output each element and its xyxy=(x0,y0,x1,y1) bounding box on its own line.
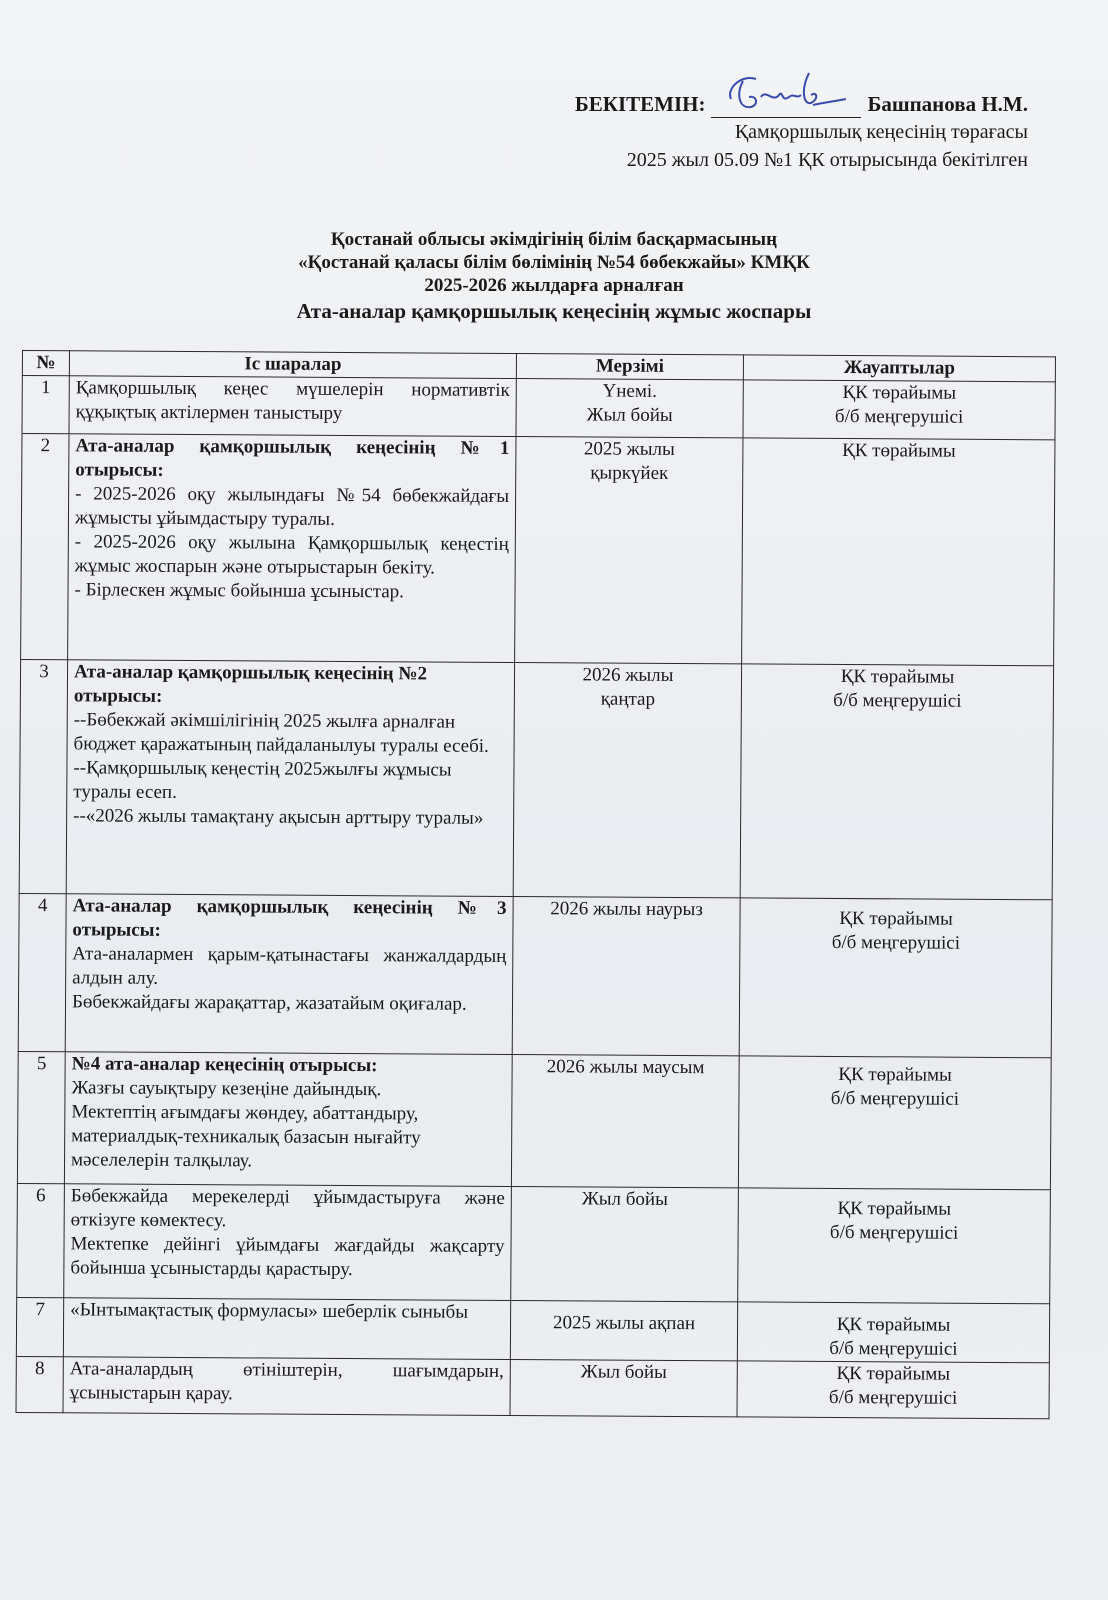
responsible-text: б/б меңгерушісі xyxy=(833,689,962,712)
activity-text: Ата-аналармен қарым-қатынастағы жанжалдардың алдын алу. xyxy=(72,943,507,989)
row-activity xyxy=(64,1052,512,1187)
responsible-text: ҚК төрайымы xyxy=(836,1313,951,1336)
title-line-3: 2025-2026 жылдарға арналған xyxy=(424,275,684,296)
work-plan-table xyxy=(16,350,1056,1419)
signature-line xyxy=(711,91,861,118)
activity-text: «Ынтымақтастық формуласы» шеберлік сыныбы xyxy=(70,1299,469,1323)
row-num: 8 xyxy=(16,1356,63,1412)
responsible-text: б/б меңгерушісі xyxy=(829,1221,959,1244)
activity-text: Мектептің ағымдағы жөндеу, абаттандыру, материалдық-техникалық базасын нығайту мәселелерін талқылау. xyxy=(70,1101,421,1172)
table-row xyxy=(22,376,1055,440)
deadline-text: 2026 жылы xyxy=(582,664,674,686)
activity-text: - Бірлескен жұмыс бойынша ұсыныстар. xyxy=(74,579,405,603)
responsible-text: б/б меңгерушісі xyxy=(830,1087,960,1110)
activity-text: Қамқоршылық кеңес мүшелерін нормативтік құқықтық актілермен таныстыру xyxy=(75,377,510,424)
row-num: 6 xyxy=(17,1183,65,1297)
row-deadline xyxy=(510,1301,737,1361)
activity-text: Ата-аналардың өтініштерін, шағымдарын, ұсыныстарын қарау. xyxy=(69,1358,504,1405)
meeting-title: Ата-аналар қамқоршылық кеңесінің №1 отырысы: xyxy=(75,435,510,481)
row-responsible xyxy=(739,898,1052,1058)
activity-text: - 2025-2026 оқу жылына Қамқоршылық кеңестің жұмыс жоспарын және отырыстарын бекіту. xyxy=(74,531,509,579)
responsible-text: ҚК төрайымы xyxy=(842,382,957,404)
deadline-text: 2026 жылы наурыз xyxy=(550,898,703,921)
activity-text: Бөбекжайдағы жарақаттар, жазатайым оқиғалар. xyxy=(71,991,467,1015)
table-row xyxy=(16,1356,1049,1418)
title-line-4: Ата-аналар қамқоршылық кеңесінің жұмыс жоспары xyxy=(296,299,812,323)
row-deadline xyxy=(513,663,741,898)
deadline-text: 2025 жылы xyxy=(583,438,675,460)
title-line-2: «Қостанай қаласы білім бөлімінің №54 бөбекжайы» КМҚК xyxy=(298,252,810,273)
row-responsible xyxy=(742,438,1055,666)
approver-name: Башпанова Н.М. xyxy=(867,92,1028,116)
meeting-title: Ата-аналар қамқоршылық кеңесінің №3 отырысы: xyxy=(72,895,507,941)
approver-position: Қамқоршылық кеңесінің төрағасы xyxy=(734,121,1028,143)
row-num: 5 xyxy=(17,1051,65,1183)
row-num: 2 xyxy=(21,434,69,660)
responsible-text: б/б меңгерушісі xyxy=(828,1386,958,1409)
title-line-1: Қостанай облысы әкімдігінің білім басқармасының xyxy=(330,229,778,250)
header-num: № xyxy=(22,351,69,376)
row-responsible xyxy=(737,1302,1049,1363)
deadline-text: Жыл бойы xyxy=(581,1188,668,1210)
row-activity xyxy=(66,660,514,897)
approval-block xyxy=(575,90,1028,174)
activity-text: --«2026 жылы тамақтану ақысын арттыру туралы» xyxy=(73,805,484,829)
table-row xyxy=(17,1051,1051,1189)
row-num: 3 xyxy=(19,659,67,893)
deadline-text: 2025 жылы ақпан xyxy=(552,1312,696,1335)
deadline-text: 2026 жылы маусым xyxy=(546,1056,705,1079)
responsible-text: ҚК төрайымы xyxy=(836,1362,951,1385)
responsible-text: ҚК төрайымы xyxy=(840,666,955,688)
deadline-text: Жыл бойы xyxy=(586,404,673,426)
row-deadline xyxy=(510,1360,737,1417)
table-row xyxy=(18,893,1052,1057)
row-deadline xyxy=(515,437,743,664)
activity-text: --Бөбекжай әкімшілігінің 2025 жылға арналған бюджет қаражатының пайдаланылуы туралы есебі. xyxy=(73,709,489,757)
approval-date-line: 2025 жыл 05.09 №1 ҚК отырысында бекітілген xyxy=(626,149,1028,171)
row-deadline xyxy=(511,1187,739,1302)
row-responsible xyxy=(738,1056,1051,1190)
row-activity xyxy=(63,1298,510,1360)
approval-line xyxy=(575,90,1028,118)
activity-text: --Қамқоршылық кеңестің 2025жылғы жұмысы туралы есеп. xyxy=(73,757,452,803)
activity-text: Мектепке дейінгі ұйымдағы жағдайды жақсарту бойынша ұсыныстарды қарастыру. xyxy=(70,1233,505,1281)
header-deadline: Мерзімі xyxy=(516,354,743,380)
signature-icon xyxy=(721,69,851,119)
row-activity xyxy=(68,434,516,663)
deadline-text: Жыл бойы xyxy=(580,1361,667,1383)
document-title xyxy=(0,228,1108,325)
row-deadline xyxy=(516,379,743,438)
row-responsible xyxy=(743,380,1055,440)
row-activity xyxy=(65,894,513,1055)
row-num: 7 xyxy=(16,1297,63,1356)
deadline-text: Үнемі. xyxy=(602,380,658,402)
activity-text: - 2025-2026 оқу жылындағы №54 бөбекжайдағы жұмысты ұйымдастыру туралы. xyxy=(74,483,510,530)
table-row xyxy=(21,434,1055,666)
row-deadline xyxy=(511,1055,739,1188)
table-row xyxy=(17,1183,1051,1303)
table-row xyxy=(19,659,1053,899)
deadline-text: қыркүйек xyxy=(590,462,669,484)
header-responsible: Жауаптылар xyxy=(743,355,1055,382)
row-activity xyxy=(69,376,516,437)
meeting-title: №4 ата-аналар кеңесінің отырысы: xyxy=(71,1053,378,1077)
responsible-text: б/б меңгерушісі xyxy=(834,405,964,428)
responsible-text: б/б меңгерушісі xyxy=(831,931,961,954)
table-row xyxy=(16,1297,1049,1362)
responsible-text: ҚК төрайымы xyxy=(842,440,956,462)
meeting-title: Ата-аналар қамқоршылық кеңесінің №2 отырысы: xyxy=(73,661,428,707)
responsible-text: ҚК төрайымы xyxy=(839,908,953,930)
row-num: 1 xyxy=(22,376,69,434)
row-responsible xyxy=(737,1361,1049,1419)
header-activity: Іс шаралар xyxy=(69,351,516,379)
row-responsible xyxy=(740,664,1053,900)
row-activity xyxy=(64,1184,512,1301)
row-num: 4 xyxy=(18,893,66,1051)
activity-text: Бөбекжайда мерекелерді ұйымдастыруға және өткізуге көмектесу. xyxy=(70,1185,505,1232)
row-activity xyxy=(63,1357,510,1416)
responsible-text: ҚК төрайымы xyxy=(838,1064,952,1086)
deadline-text: қаңтар xyxy=(600,688,656,710)
row-deadline xyxy=(512,897,740,1056)
responsible-text: б/б меңгерушісі xyxy=(829,1337,958,1360)
responsible-text: ҚК төрайымы xyxy=(837,1197,952,1220)
row-responsible xyxy=(738,1188,1051,1304)
activity-text: Жазғы сауықтыру кезеңіне дайындық. xyxy=(71,1077,382,1101)
approval-label: БЕКІТЕМІН: xyxy=(574,92,706,116)
